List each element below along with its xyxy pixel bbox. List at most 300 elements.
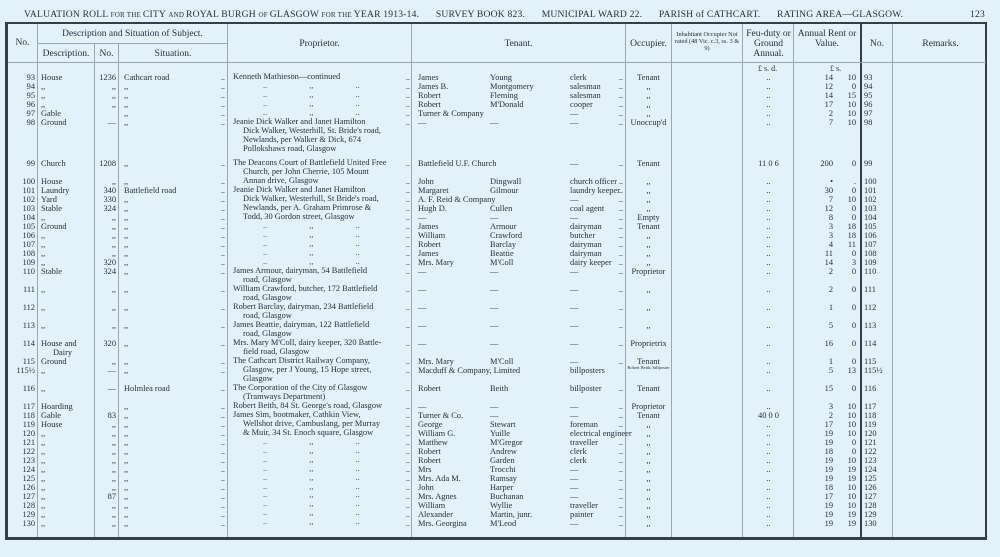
occupier-cell: ,, [646, 447, 651, 456]
leader-dots: .. [405, 258, 410, 267]
tenant-surname: Garden [490, 456, 515, 465]
entry-number-right: 129 [864, 510, 877, 519]
tenant-surname: Montgomery [490, 82, 534, 91]
leader-dots: .. [405, 100, 410, 109]
table-row [8, 303, 990, 312]
rent-shillings: 10 [847, 73, 856, 82]
tenant-occupation: — [570, 321, 579, 330]
entry-number: 130 [22, 519, 35, 528]
rent-pounds: 1 [828, 357, 833, 366]
feu-duty-cell: .. [766, 177, 771, 186]
occupier-cell: Tenant [637, 357, 660, 366]
leader-dots: .. [405, 118, 410, 127]
proprietor-line: Dick Walker, Westerhill, St Bride's road, [243, 193, 379, 203]
feu-duty-cell: .. [766, 73, 771, 82]
rent-shillings: 0 [851, 303, 856, 312]
leader-dots: .. [405, 366, 410, 375]
tenant-occupation: painter [570, 510, 594, 519]
leader-dots: .. [618, 82, 623, 91]
leader-dots: .. [405, 303, 410, 312]
occupier-cell: ,, [646, 204, 651, 213]
tenant-occupation: — [570, 492, 579, 501]
proprietor-line: Dick Walker, Westerhill, St. Bride's road, [243, 125, 381, 135]
proprietor-entry [233, 222, 405, 267]
leader-dots: .. [618, 321, 623, 330]
table-row [8, 258, 990, 267]
proprietor-entry [233, 339, 405, 357]
entry-number-right: 112 [864, 303, 877, 312]
entry-number: 120 [22, 429, 35, 438]
entry-number: 129 [22, 510, 35, 519]
tenant-surname: Yuille [490, 429, 511, 438]
entry-number-right: 115 [864, 357, 877, 366]
rent-shillings: 10 [847, 456, 856, 465]
situation-cell: ,, [124, 339, 129, 348]
entry-number: 108 [22, 249, 35, 258]
description-cell: Church [41, 159, 66, 168]
entry-number: 115½ [16, 366, 35, 375]
situation-cell: ,, [124, 159, 129, 168]
proprietor-entry [233, 321, 405, 339]
entry-number: 115 [22, 357, 35, 366]
occupier-cell: Tenant [637, 222, 660, 231]
description-cell: House and Dairy [41, 339, 77, 357]
tenant-occupation: dairyman [570, 240, 602, 249]
rent-pounds: 18 [824, 483, 833, 492]
table-row [8, 483, 990, 492]
situation-cell: Holmlea road [124, 384, 170, 393]
house-number-cell: ,, [111, 357, 116, 366]
house-number-cell: 87 [107, 492, 116, 501]
situation-cell: ,, [124, 100, 129, 109]
table-row [8, 366, 990, 375]
table-row [8, 222, 990, 231]
leader-dots: .. [405, 204, 410, 213]
rent-pounds: 14 [824, 258, 833, 267]
rent-pounds: 7 [828, 118, 833, 127]
entry-number: 124 [22, 465, 35, 474]
header-subrule [38, 43, 227, 44]
leader-dots: .. [405, 411, 410, 420]
rent-pounds: 3 [828, 222, 833, 231]
proprietor-line: Robert Beith, 84 St. George's road, Glasgow [233, 401, 383, 410]
entry-number-right: 93 [864, 73, 873, 82]
house-number-cell: ,, [111, 222, 116, 231]
leader-dots: .. [405, 159, 410, 168]
table-row [8, 402, 990, 411]
entry-number-right: 106 [864, 231, 877, 240]
leader-dots: .. [220, 321, 225, 330]
description-cell: ,, [41, 366, 46, 375]
tenant-surname: — [490, 402, 499, 411]
tenant-occupation: cooper [570, 100, 593, 109]
house-number-cell: ,, [111, 321, 116, 330]
feu-duty-cell: .. [766, 402, 771, 411]
leader-dots: .. [220, 483, 225, 492]
occupier-cell: Empty [637, 213, 660, 222]
tenant-first-name: Mrs. Ada M. [418, 474, 461, 483]
proprietor-line: Jeanie Dick Walker and Janet Hamilton [233, 185, 366, 194]
rent-pounds: 17 [824, 492, 833, 501]
entry-number: 123 [22, 456, 35, 465]
feu-duty-cell: .. [766, 420, 771, 429]
proprietor-line: The Cathcart District Railway Company, [233, 356, 370, 365]
feu-duty-cell: .. [766, 357, 771, 366]
tenant-surname: Crawford [490, 231, 523, 240]
leader-dots: .. [220, 501, 225, 510]
feu-duty-cell: .. [766, 204, 771, 213]
feu-duty-cell: 40 0 0 [758, 411, 779, 420]
tenant-surname: Wyllie [490, 501, 513, 510]
tenant-first-name: — [418, 303, 427, 312]
tenant-first-name: Robert [418, 100, 441, 109]
occupier-cell: ,, [646, 231, 651, 240]
tenant-first-name: George [418, 420, 443, 429]
house-number-cell: ,, [111, 249, 116, 258]
rating-area: RATING AREA—GLASGOW. [777, 9, 904, 20]
table-row [8, 456, 990, 465]
feu-duty-cell: .. [766, 118, 771, 127]
rent-pounds: 30 [824, 186, 833, 195]
feu-duty-cell: .. [766, 447, 771, 456]
rent-pounds: 19 [824, 429, 833, 438]
house-number-cell: ,, [111, 465, 116, 474]
leader-dots: .. [220, 447, 225, 456]
table-row [8, 501, 990, 510]
leader-dots: .. [220, 177, 225, 186]
leader-dots: .. [618, 118, 623, 127]
entry-number-right: 122 [864, 447, 877, 456]
tenant-surname: — [490, 285, 499, 294]
house-number-cell: 324 [103, 267, 116, 276]
leader-dots: .. [618, 465, 623, 474]
tenant-first-name: — [418, 118, 427, 127]
house-number-cell: ,, [111, 91, 116, 100]
feu-currency-label: £ s. d. [758, 64, 778, 73]
leader-dots: .. [405, 195, 410, 204]
proprietor-line: Church, per John Cherrie, 105 Mount [243, 166, 369, 176]
col-header-desc-group: Description and Situation of Subject. [62, 29, 203, 39]
entry-number: 127 [22, 492, 35, 501]
house-number-cell: ,, [111, 483, 116, 492]
entry-number-right: 105 [864, 222, 877, 231]
leader-dots: .. [618, 384, 623, 393]
rent-pounds: 17 [824, 100, 833, 109]
leader-dots: .. [220, 420, 225, 429]
page-number: 123 [970, 9, 985, 20]
leader-dots: .. [405, 231, 410, 240]
entry-number: 104 [22, 213, 35, 222]
entry-number: 119 [22, 420, 35, 429]
description-cell: Yard [41, 195, 57, 204]
feu-duty-cell: .. [766, 285, 771, 294]
entry-number-right: 107 [864, 240, 877, 249]
proprietor-line: .. ,, .. [263, 256, 360, 266]
situation-cell: ,, [124, 118, 129, 127]
leader-dots: .. [618, 73, 623, 82]
entry-number-right: 103 [864, 204, 877, 213]
table-row [8, 429, 990, 438]
tenant-occupation: foreman [570, 420, 598, 429]
entry-number: 125 [22, 474, 35, 483]
feu-duty-cell: .. [766, 100, 771, 109]
proprietor-line: .. ,, .. [263, 481, 360, 491]
rent-shillings: 0 [851, 159, 856, 168]
table-row [8, 177, 990, 186]
house-number-cell: 1208 [99, 159, 116, 168]
leader-dots: .. [618, 109, 623, 118]
feu-duty-cell: .. [766, 303, 771, 312]
leader-dots: .. [220, 73, 225, 82]
tenant-occupation: — [570, 213, 579, 222]
tenant-occupation: — [570, 195, 579, 204]
occupier-cell: Tenant [637, 159, 660, 168]
occupier-cell: ,, [646, 501, 651, 510]
rent-pounds: 7 [828, 195, 833, 204]
tenant-occupation: traveller [570, 501, 598, 510]
rent-shillings: 0 [851, 384, 856, 393]
entry-number-right: 127 [864, 492, 877, 501]
description-cell: ,, [41, 492, 46, 501]
situation-cell: ,, [124, 519, 129, 528]
entry-number: 102 [22, 195, 35, 204]
description-cell: House [41, 177, 63, 186]
rent-pounds: 8 [828, 213, 833, 222]
house-number-cell: ,, [111, 510, 116, 519]
municipal-ward: MUNICIPAL WARD 22. [541, 9, 643, 20]
rent-shillings: 10 [847, 402, 856, 411]
entry-number: 107 [22, 240, 35, 249]
occupier-cell: ,, [646, 109, 651, 118]
leader-dots: .. [618, 501, 623, 510]
rent-shillings: 0 [851, 339, 856, 348]
tenant-occupation: salesman [570, 82, 601, 91]
tenant-first-name: William G. [418, 429, 456, 438]
leader-dots: .. [220, 231, 225, 240]
entry-number-right: 100 [864, 177, 877, 186]
situation-cell: ,, [124, 195, 129, 204]
proprietor-line: Newlands, per Walker & Dick, 674 [243, 134, 362, 144]
occupier-cell: ,, [646, 91, 651, 100]
occupier-cell: ,, [646, 82, 651, 91]
leader-dots: .. [220, 510, 225, 519]
occupier-cell: ,, [646, 474, 651, 483]
table-row [8, 285, 990, 294]
entry-number-right: 102 [864, 195, 877, 204]
rent-shillings: 0 [851, 267, 856, 276]
rent-pounds: 5 [828, 321, 833, 330]
description-cell: ,, [41, 321, 46, 330]
leader-dots: .. [618, 411, 623, 420]
tenant-first-name: — [418, 339, 427, 348]
house-number-cell: ,, [111, 82, 116, 91]
rent-pounds: 16 [824, 339, 833, 348]
occupier-cell: ,, [646, 519, 651, 528]
tenant-occupation: — [570, 339, 579, 348]
entry-number: 112 [22, 303, 35, 312]
rent-pounds: 14 [824, 91, 833, 100]
rent-pounds: 2 [828, 109, 833, 118]
tenant-occupation: — [570, 109, 579, 118]
tenant-surname: — [490, 213, 499, 222]
table-row [8, 195, 990, 204]
tenant-surname: Andrew [490, 447, 517, 456]
tenant-surname: Armour [490, 222, 517, 231]
rent-pounds: 12 [824, 82, 833, 91]
feu-duty-cell: .. [766, 195, 771, 204]
leader-dots: .. [405, 510, 410, 519]
leader-dots: .. [405, 384, 410, 393]
entry-number: 116 [22, 384, 35, 393]
leader-dots: .. [405, 91, 410, 100]
tenant-first-name: Mrs. Mary [418, 258, 454, 267]
entry-number: 105 [22, 222, 35, 231]
table-row [8, 186, 990, 195]
feu-duty-cell: .. [766, 339, 771, 348]
leader-dots: .. [220, 411, 225, 420]
feu-duty-cell: .. [766, 456, 771, 465]
proprietor-line: Newlands, per A. Graham Primrose & [243, 202, 372, 212]
rent-shillings: . [853, 177, 856, 186]
leader-dots: .. [220, 91, 225, 100]
description-cell: Ground [41, 222, 67, 231]
rent-pounds: 19 [824, 438, 833, 447]
house-number-cell: ,, [111, 456, 116, 465]
rent-shillings: 18 [847, 222, 856, 231]
leader-dots: .. [220, 465, 225, 474]
rent-pounds: 1 [828, 303, 833, 312]
leader-dots: .. [220, 186, 225, 195]
leader-dots: .. [618, 357, 623, 366]
tenant-first-name: Mrs [418, 465, 432, 474]
description-cell: ,, [41, 100, 46, 109]
house-number-cell: ,, [111, 231, 116, 240]
rent-shillings: 10 [847, 100, 856, 109]
leader-dots: .. [618, 267, 623, 276]
feu-duty-cell: .. [766, 366, 771, 375]
situation-cell: ,, [124, 285, 129, 294]
rent-shillings: 10 [847, 420, 856, 429]
feu-duty-cell: .. [766, 186, 771, 195]
leader-dots: .. [220, 402, 225, 411]
entry-number-right: 123 [864, 456, 877, 465]
tenant-first-name: — [418, 321, 427, 330]
leader-dots: .. [405, 501, 410, 510]
leader-dots: .. [618, 339, 623, 348]
table-row [8, 240, 990, 249]
house-number-cell: ,, [111, 438, 116, 447]
description-cell: ,, [41, 303, 46, 312]
description-cell: ,, [41, 510, 46, 519]
col-header-proprietor: Proprietor. [299, 39, 340, 49]
col-header-feu-duty: Feu-duty or Ground Annual. [746, 29, 791, 59]
situation-cell: Battlefield road [124, 186, 177, 195]
description-cell: ,, [41, 249, 46, 258]
header-rule [8, 62, 986, 63]
proprietor-line: James Armour, dairyman, 54 Battlefield [233, 266, 368, 275]
proprietor-line: .. ,, .. [263, 89, 360, 99]
leader-dots: .. [405, 109, 410, 118]
house-number-cell: ,, [111, 429, 116, 438]
col-header-no-right: No. [870, 39, 884, 49]
feu-duty-cell: .. [766, 501, 771, 510]
leader-dots: .. [220, 519, 225, 528]
entry-number-right: 110 [864, 267, 877, 276]
tenant-occupation: billposters [570, 366, 605, 375]
situation-cell: ,, [124, 510, 129, 519]
tenant-first-name: James [418, 249, 439, 258]
leader-dots: .. [220, 118, 225, 127]
leader-dots: .. [220, 366, 225, 375]
entry-number: 121 [22, 438, 35, 447]
roll-title: VALUATION ROLL FOR THE CITY AND ROYAL BURGH OF GLASGOW FOR THE YEAR 1913-14. [24, 9, 422, 20]
entry-number: 128 [22, 501, 35, 510]
occupier-cell: Proprietor [631, 267, 666, 276]
leader-dots: .. [405, 456, 410, 465]
leader-dots: .. [405, 429, 410, 438]
feu-duty-cell: .. [766, 213, 771, 222]
leader-dots: .. [220, 456, 225, 465]
tenant-surname: Cullen [490, 204, 513, 213]
tenant-occupation: clerk [570, 73, 587, 82]
situation-cell: ,, [124, 249, 129, 258]
table-row [8, 249, 990, 258]
rent-pounds: 4 [828, 240, 833, 249]
col-header-tenant: Tenant. [504, 39, 533, 49]
col-header-remarks: Remarks. [922, 39, 959, 49]
rent-shillings: 19 [847, 465, 856, 474]
tenant-name: Macduff & Company, Limited [418, 366, 521, 375]
rent-shillings: 10 [847, 483, 856, 492]
description-cell: Stable [41, 204, 62, 213]
leader-dots: .. [405, 186, 410, 195]
description-cell: Hoarding [41, 402, 73, 411]
feu-duty-cell: .. [766, 240, 771, 249]
entry-number: 106 [22, 231, 35, 240]
proprietor-line: .. ,, .. [263, 463, 360, 473]
entry-number-right: 126 [864, 483, 877, 492]
rent-shillings: 10 [847, 501, 856, 510]
proprietor-line: road, Glasgow [243, 328, 292, 338]
leader-dots: .. [405, 474, 410, 483]
occupier-cell: ,, [646, 186, 651, 195]
col-header-description: Description. [42, 49, 90, 59]
entry-number: 96 [26, 100, 35, 109]
leader-dots: .. [618, 285, 623, 294]
leader-dots: .. [405, 402, 410, 411]
entry-number: 109 [22, 258, 35, 267]
rent-shillings: 0 [851, 321, 856, 330]
leader-dots: .. [405, 213, 410, 222]
rent-shillings: 0 [851, 213, 856, 222]
rent-pounds: 14 [824, 73, 833, 82]
entry-number: 117 [22, 402, 35, 411]
leader-dots: .. [405, 483, 410, 492]
proprietor-line: .. ,, .. [263, 221, 360, 230]
proprietor-line: .. ,, .. [263, 437, 360, 446]
rent-pounds: 17 [824, 420, 833, 429]
rent-pounds: 5 [828, 366, 833, 375]
leader-dots: .. [405, 438, 410, 447]
survey-book: SURVEY BOOK 823. [435, 9, 526, 20]
leader-dots: .. [220, 100, 225, 109]
entry-number: 95 [26, 91, 35, 100]
entry-number: 97 [26, 109, 35, 118]
feu-duty-cell: .. [766, 258, 771, 267]
description-cell: House [41, 420, 63, 429]
description-cell: ,, [41, 438, 46, 447]
leader-dots: .. [618, 474, 623, 483]
